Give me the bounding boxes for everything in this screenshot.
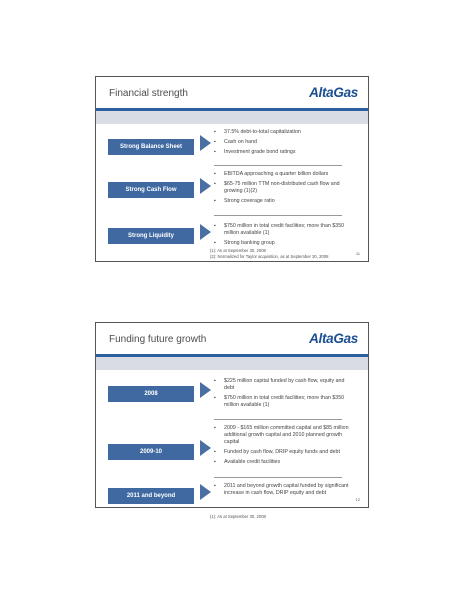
label-2011-and-beyond: 2011 and beyond bbox=[108, 488, 194, 504]
bullet-item: ▪ $750 million in total credit facilities; more than $350 million available (1) bbox=[214, 395, 354, 409]
bullet-item: ▪ 2009 - $165 million committed capital and $85 million additional growth capital and 2010 planned growth capital bbox=[214, 425, 354, 446]
altagas-logo: AltaGas bbox=[309, 85, 358, 100]
arrow-icon bbox=[200, 224, 211, 240]
bullet-list bbox=[214, 171, 354, 208]
footnote: (2): Normalized for Taylor acquisition, as at September 30, 2008 bbox=[210, 254, 329, 259]
bullet-list bbox=[214, 378, 354, 412]
bullet-item: ▪ $750 million in total credit facilities; more than $350 million available (1) bbox=[214, 223, 354, 237]
arrow-icon bbox=[200, 382, 211, 398]
bullet-item: ▪ Strong coverage ratio bbox=[214, 198, 354, 205]
label-2008: 2008 bbox=[108, 386, 194, 402]
header-band bbox=[96, 357, 368, 370]
arrow-icon bbox=[200, 135, 211, 151]
slide-financial-strength bbox=[95, 76, 369, 262]
bullet-item: ▪ Strong banking group bbox=[214, 240, 354, 247]
label-2009-10: 2009-10 bbox=[108, 444, 194, 460]
separator bbox=[214, 165, 342, 166]
slide-funding-future-growth bbox=[95, 322, 369, 519]
arrow-icon bbox=[200, 484, 211, 500]
bullet-item: ▪ Cash on hand bbox=[214, 139, 354, 146]
separator bbox=[214, 419, 342, 420]
bullet-item: ▪ $225 million capital funded by cash flow, equity and debt bbox=[214, 378, 354, 392]
bullet-item: ▪ 2011 and beyond growth capital funded by significant increase in cash flow, DRIP equity and debt bbox=[214, 483, 354, 497]
bullet-item: ▪ 37.5% debt-to-total capitalization bbox=[214, 129, 354, 136]
bullet-list bbox=[214, 425, 354, 469]
bullet-list bbox=[214, 129, 354, 159]
page-number: 11 bbox=[355, 251, 360, 256]
bullet-item: ▪ Investment grade bond ratings bbox=[214, 149, 354, 156]
bullet-item: ▪ Available credit facilities bbox=[214, 459, 354, 466]
separator bbox=[214, 477, 342, 478]
label-strong-cash-flow: Strong Cash Flow bbox=[108, 182, 194, 198]
arrow-icon bbox=[200, 178, 211, 194]
header-band bbox=[96, 111, 368, 124]
bullet-list bbox=[214, 483, 354, 500]
arrow-icon bbox=[200, 440, 211, 456]
bullet-list bbox=[214, 223, 354, 250]
bullet-item: ▪ EBITDA approaching a quarter billion dollars bbox=[214, 171, 354, 178]
slide-title: Funding future growth bbox=[109, 334, 207, 345]
footnote: (1): As at September 30, 2008 bbox=[210, 514, 266, 519]
separator bbox=[214, 215, 342, 216]
label-strong-liquidity: Strong Liquidity bbox=[108, 228, 194, 244]
label-strong-balance-sheet: Strong Balance Sheet bbox=[108, 139, 194, 155]
altagas-logo: AltaGas bbox=[309, 331, 358, 346]
bullet-item: ▪ Funded by cash flow, DRIP equity funds and debt bbox=[214, 449, 354, 456]
footnote: (1): As at September 30, 2008 bbox=[210, 248, 266, 253]
slide-title: Financial strength bbox=[109, 88, 188, 99]
bullet-item: ▪ $65-75 million TTM non-distributed cash flow and growing (1)(2) bbox=[214, 181, 354, 195]
page-number: 12 bbox=[355, 497, 360, 502]
